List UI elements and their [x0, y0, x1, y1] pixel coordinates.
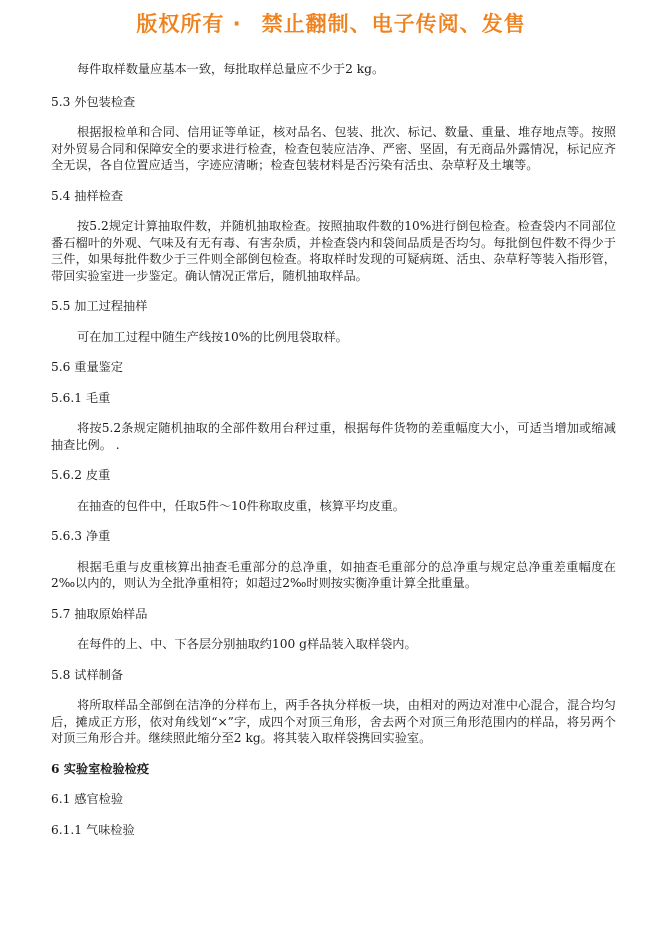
heading-5-6-3: 5.6.3 净重 [51, 529, 111, 543]
heading-6-1: 6.1 感官检验 [51, 792, 124, 806]
paragraph-5-3: 根据报检单和合同、信用证等单证，核对品名、包装、批次、标记、数量、重量、堆存地点等。按照对外贸易合同和保障安全的要求进行检查，检查包装应洁净、严密、坚固，有无商品外露情况，标记应齐全无误，各自位置应适当，字迹应清晰；检查包装材料是否污染有活虫、杂草籽及土壤等。 [51, 125, 616, 172]
paragraph-5-8: 将所取样品全部倒在洁净的分样布上，两手各执分样板一块，由相对的两边对准中心混合，混合均匀后，摊成正方形，依对角线划“×”字，成四个对顶三角形，舍去两个对顶三角形范围内的样品，将另两个对顶三角形合并。继续照此缩分至2 kg。将其装入取样袋携回实验室。 [51, 698, 616, 745]
heading-6: 6 实验室检验检疫 [51, 761, 150, 776]
heading-5-6-2: 5.6.2 皮重 [51, 468, 111, 482]
paragraph-5-6-2: 在抽查的包件中，任取5件～10件称取皮重，核算平均皮重。 [77, 498, 405, 513]
heading-5-7: 5.7 抽取原始样品 [51, 606, 148, 621]
heading-5-4: 5.4 抽样检查 [51, 188, 124, 203]
paragraph-5-5: 可在加工过程中随生产线按10%的比例甩袋取样。 [77, 329, 348, 344]
heading-5-5: 5.5 加工过程抽样 [51, 299, 148, 313]
paragraph-5-7: 在每件的上、中、下各层分别抽取约100 g样品装入取样袋内。 [77, 637, 417, 651]
document-body [51, 61, 616, 838]
paragraph-5-6-1: 将按5.2条规定随机抽取的全部件数用台秤过重，根据每件货物的差重幅度大小，可适当增加或缩减抽查比例。 . [51, 421, 616, 452]
paragraph-5-6-3: 根据毛重与皮重核算出抽查毛重部分的总净重，如抽查毛重部分的总净重与规定总净重差重幅度在2‰以内的，则认为全批净重相符；如超过2‰时则按实衡净重计算全批重量。 [51, 559, 616, 590]
banner-left: 版权所有 · [136, 12, 242, 36]
heading-5-6-1: 5.6.1 毛重 [51, 390, 111, 405]
paragraph-5-4: 按5.2规定计算抽取件数，并随机抽取检查。按照抽取件数的10%进行倒包检查。检查袋内不同部位番石榴叶的外观、气味及有无有毒、有害杂质，并检查袋内和袋间品质是否均匀。每批倒包件数不得少于三件，如果每批件数少于三件则全部倒包检查。将取样时发现的可疑病斑、活虫、杂草籽等装入指形管，带回实验室进一步鉴定。确认情况正常后，随机抽取样品。 [51, 219, 616, 283]
copyright-banner [0, 8, 662, 38]
heading-6-1-1: 6.1.1 气味检验 [51, 822, 135, 837]
banner-right: 禁止翻制、电子传阅、发售 [261, 12, 526, 36]
heading-5-3: 5.3 外包装检查 [51, 94, 136, 109]
heading-5-6: 5.6 重量鉴定 [51, 360, 124, 374]
heading-5-8: 5.8 试样制备 [51, 667, 124, 682]
paragraph-intro: 每件取样数量应基本一致，每批取样总量应不少于2 kg。 [77, 62, 385, 76]
